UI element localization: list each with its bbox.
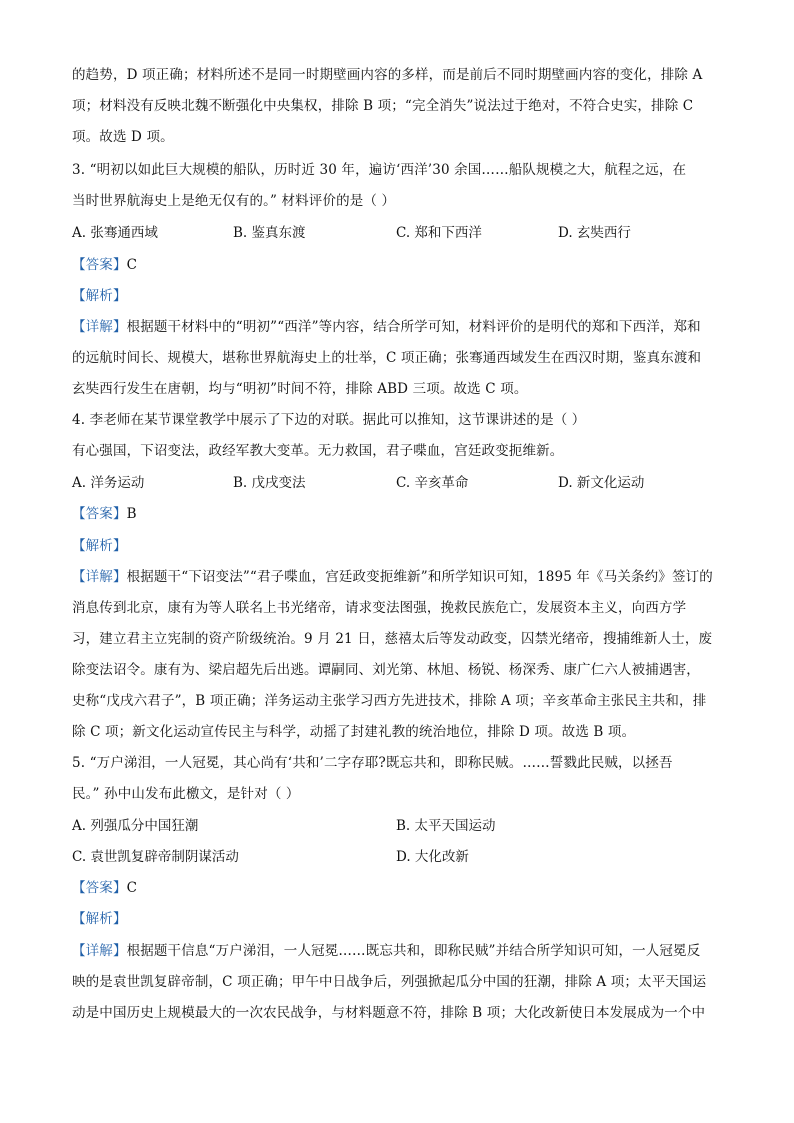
answer-tag: 【答案】: [72, 506, 127, 522]
answer-value: B: [126, 506, 137, 522]
q5-analysis-tag: [72, 910, 127, 928]
detail-tag: 【详解】: [72, 319, 127, 335]
q5-option-a: A. 列强瓜分中国狂潮: [72, 818, 199, 834]
q3-option-d: D. 玄奘西行: [558, 225, 631, 241]
analysis-tag: 【解析】: [72, 288, 127, 304]
q4-option-a: A. 洋务运动: [72, 475, 145, 491]
q5-stem-line-2: 民。” 孙中山发布此檄文，是针对（ ）: [72, 786, 300, 802]
analysis-tag: 【解析】: [72, 911, 127, 927]
q3-stem-line-1: 3. “明初以如此巨大规模的船队，历时近 30 年，遍访‘西洋’30 余国……船队规模之大，航程之远，在: [72, 162, 687, 178]
q4-answer: [72, 505, 137, 523]
q3-analysis-tag: [72, 287, 127, 305]
q4-stem-line-2: 有心强国，下诏变法，政经军教大变革。无力救国，君子喋血，宫廷政变扼维新。: [72, 443, 564, 459]
prev-explanation-line-2: 项；材料没有反映北魏不断强化中央集权，排除 B 项；“完全消失”说法过于绝对，不符合史实，排除 C: [72, 98, 694, 114]
q4-option-d: D. 新文化运动: [558, 475, 645, 491]
answer-tag: 【答案】: [72, 880, 127, 896]
prev-explanation-line-3: 项。故选 D 项。: [72, 129, 174, 145]
q5-detail-line-2: 映的是袁世凯复辟帝制，C 项正确；甲午中日战争后，列强掀起瓜分中国的狂潮，排除 A 项；太平天国运: [72, 974, 707, 990]
q5-answer: [72, 879, 137, 897]
q4-detail-line-4: 除变法诏令。康有为、梁启超先后出逃。谭嗣同、刘光第、林旭、杨锐、杨深秀、康广仁六人被捕遇害，: [72, 662, 700, 678]
detail-text: 根据题干材料中的“明初”“西洋”等内容，结合所学可知，材料评价的是明代的郑和下西洋，郑和: [126, 319, 701, 335]
q4-detail-line-6: 除 C 项；新文化运动宣传民主与科学，动摇了封建礼教的统治地位，排除 D 项。故选 B 项。: [72, 724, 636, 740]
q5-detail-line-1: [72, 942, 700, 960]
q3-detail-line-2: 的远航时间长、规模大，堪称世界航海史上的壮举，C 项正确；张骞通西域发生在西汉时期，鉴真东渡和: [72, 350, 702, 366]
q5-option-c: C. 袁世凯复辟帝制阴谋活动: [72, 849, 239, 865]
q3-detail-line-3: 玄奘西行发生在唐朝，均与“明初”时间不符，排除 ABD 三项。故选 C 项。: [72, 381, 528, 397]
q3-option-a: A. 张骞通西域: [72, 225, 158, 241]
q3-detail-line-1: [72, 318, 701, 336]
detail-text: 根据题干“下诏变法”“君子喋血，宫廷政变扼维新”和所学知识可知，1895 年《马关条约》签订的: [126, 569, 713, 585]
detail-text: 根据题干信息“万户涕泪，一人冠冕……既忘共和，即称民贼”并结合所学知识可知，一人冠冕反: [126, 943, 701, 959]
q4-option-c: C. 辛亥革命: [396, 475, 469, 491]
q3-option-b: B. 鉴真东渡: [233, 225, 306, 241]
q3-option-c: C. 郑和下西洋: [396, 225, 482, 241]
detail-tag: 【详解】: [72, 569, 127, 585]
detail-tag: 【详解】: [72, 943, 127, 959]
answer-value: C: [126, 257, 138, 273]
prev-explanation-line-1: 的趋势，D 项正确；材料所述不是同一时期壁画内容的多样，而是前后不同时期壁画内容的变化，排除 A: [72, 67, 703, 83]
answer-tag: 【答案】: [72, 257, 127, 273]
q4-option-b: B. 戊戌变法: [233, 475, 306, 491]
q5-stem-line-1: 5. “万户涕泪，一人冠冕，其心尚有‘共和’二字存耶?既忘共和，即称民贼。……誓戮此民贼，以拯吾: [72, 755, 673, 771]
analysis-tag: 【解析】: [72, 538, 127, 554]
q4-detail-line-5: 史称“戊戌六君子”，B 项正确；洋务运动主张学习西方先进技术，排除 A 项；辛亥革命主张民主共和，排: [72, 693, 707, 709]
q5-option-d: D. 大化改新: [396, 849, 469, 865]
q5-option-b: B. 太平天国运动: [396, 818, 496, 834]
q4-stem-line-1: 4. 李老师在某节课堂教学中展示了下边的对联。据此可以推知，这节课讲述的是（ ）: [72, 412, 586, 428]
q4-detail-line-2: 消息传到北京，康有为等人联名上书光绪帝，请求变法图强，挽救民族危亡，发展资本主义，向西方学: [72, 600, 687, 616]
answer-value: C: [126, 880, 138, 896]
q4-analysis-tag: [72, 537, 127, 555]
q3-stem-line-2: 当时世界航海史上是绝无仅有的。” 材料评价的是（ ）: [72, 193, 396, 209]
q4-detail-line-3: 习，建立君主立宪制的资产阶级统治。9 月 21 日，慈禧太后等发动政变，囚禁光绪帝，搜捕维新人士，废: [72, 631, 713, 647]
q4-detail-line-1: [72, 568, 713, 586]
q3-answer: [72, 256, 137, 274]
q5-detail-line-3: 动是中国历史上规模最大的一次农民战争，与材料题意不符，排除 B 项；大化改新使日本发展成为一个中: [72, 1005, 706, 1021]
